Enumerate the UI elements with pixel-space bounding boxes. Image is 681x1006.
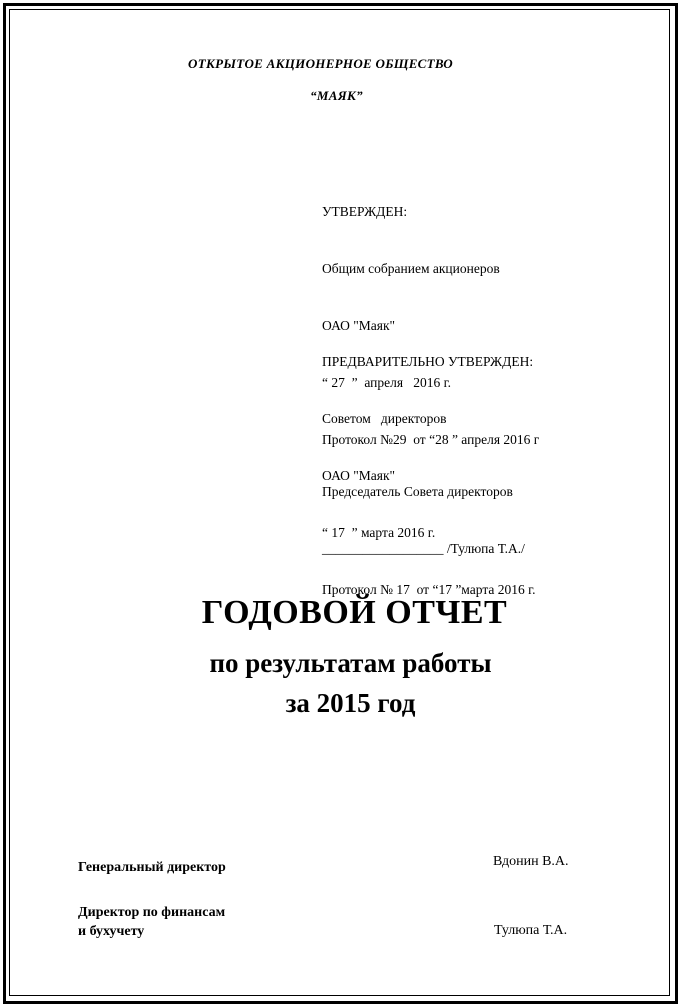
- chairman-block: [322, 444, 525, 577]
- report-title: ГОДОВОЙ ОТЧЕТ: [201, 594, 508, 631]
- company-name: “МАЯК”: [310, 88, 363, 103]
- report-subtitle: по результатам работы: [209, 648, 492, 678]
- chairman-title: Председатель Совета директоров: [322, 484, 513, 499]
- report-year: за 2015 год: [285, 688, 416, 718]
- chairman-signature-line: __________________ /Тулюпа Т.А./: [322, 541, 525, 556]
- company-type: ОТКРЫТОЕ АКЦИОНЕРНОЕ ОБЩЕСТВО: [188, 56, 453, 71]
- pre-approved-org: ОАО "Маяк": [322, 468, 396, 483]
- pre-approved-protocol: Протокол № 17 от “17 ”марта 2016 г.: [322, 582, 536, 597]
- finance-director-label-cont: и бухучету: [78, 924, 145, 939]
- approved-protocol: Протокол №29 от “28 ” апреля 2016 г: [322, 432, 540, 447]
- pre-approved-heading: ПРЕДВАРИТЕЛЬНО УТВЕРЖДЕН:: [322, 354, 534, 369]
- pre-approved-by: Советом директоров: [322, 411, 447, 426]
- finance-director-label: Директор по финансам: [78, 905, 226, 920]
- finance-director-name: Тулюпа Т.А.: [494, 923, 568, 938]
- approved-org: ОАО "Маяк": [322, 318, 396, 333]
- pre-approved-date: “ 17 ” марта 2016 г.: [322, 525, 436, 540]
- approved-heading: УТВЕРЖДЕН:: [322, 204, 408, 219]
- approved-by: Общим собранием акционеров: [322, 261, 500, 276]
- general-director-name: Вдонин В.А.: [493, 854, 569, 869]
- general-director-label: Генеральный директор: [78, 860, 226, 875]
- approved-date: “ 27 ” апреля 2016 г.: [322, 375, 451, 390]
